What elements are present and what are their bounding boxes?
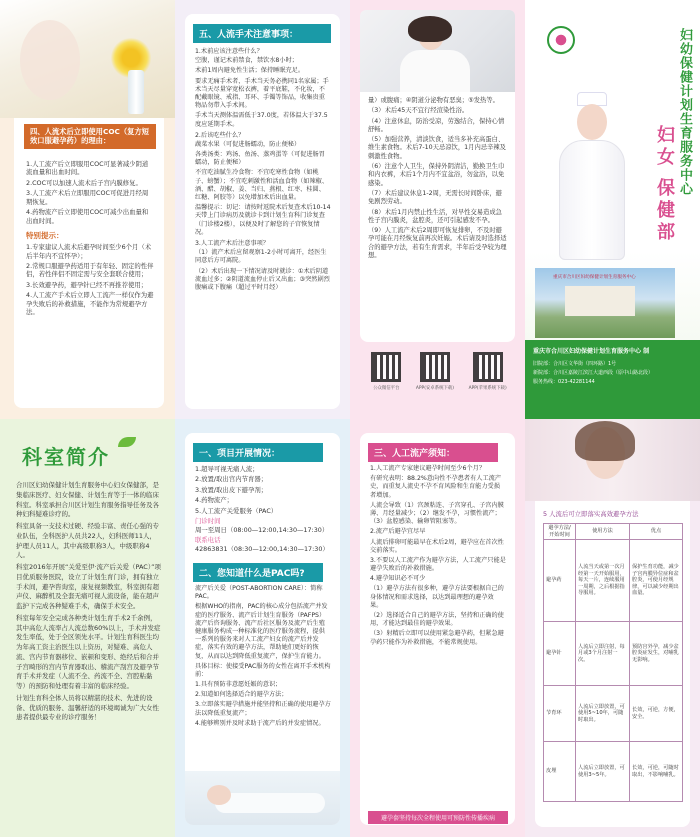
q2-title: 2.后该吃些什么？ <box>195 131 245 139</box>
hours-value: 周一至周日（08:00—12:00,14:30—17:30） <box>195 525 329 534</box>
note-item: （7）术后建议休息1-2周，无需长时间卧床，避免剧烈劳动。 <box>368 189 502 206</box>
dept-name-vertical-2: 保健部 <box>654 178 675 244</box>
q1-title: 1.术前应该注意些什么？ <box>195 48 263 55</box>
table-title: 5 人流后可立即落实高效避孕方法 <box>543 510 639 518</box>
table-cell: 避孕针 <box>544 622 576 686</box>
panel-services-pac <box>175 419 350 837</box>
notice-para: 2.流产后避孕宜尽早 <box>370 528 426 536</box>
tel-value: 42863831（08:30—12:00,14:30—17:30） <box>195 544 329 553</box>
q3-title: 3.人工流产术后注意事项？ <box>195 239 269 247</box>
table-header: 使用方法 <box>576 524 630 540</box>
tip-item: 3.长效避孕药，避孕针已经不再推荐使用； <box>26 280 148 289</box>
qr-code-icon <box>371 352 401 382</box>
table-cell: 保护生育功能，减少子宫内膜异位症和盆腔炎，可使月经规律，可以减少经期出血量。 <box>630 540 683 622</box>
intro-para: 科室具备一支技术过硬、经验丰富、责任心强的专业队伍，全科医护人员共22人，妇科医师11人，护理人员11人，其中高级职称3人，中级职称4人。 <box>16 522 159 560</box>
tip-item: 2.常规口服避孕药适用于有年轻、固定的性伴侣，若性伴侣不固定需与安全套联合使用； <box>26 261 154 279</box>
notice-para: （2）选择适合自己的避孕方法，坚持和正确的使用，才能达到最佳的避孕效果。 <box>370 612 504 628</box>
qr-wechat[interactable] <box>371 352 401 391</box>
notes-body-2 <box>368 97 508 262</box>
table-cell: 长效，可逆，方便，安全。 <box>630 686 683 742</box>
tip-item: 1.专家建议人流术后避孕时间至少6个月（术后半年内不宜怀孕）； <box>26 243 152 260</box>
coc-item: 3.人工流产术后立即服用COC可促进月经周期恢复。 <box>26 189 149 206</box>
panel-surgery-notes <box>175 0 350 419</box>
pac-para: 2.知道如何选择适合的避孕方法； <box>195 691 288 699</box>
pac-title: 二、您知道什么是PAC吗? <box>193 563 323 582</box>
panel-contraception-table <box>525 419 700 837</box>
hours-label: 门诊时间 <box>195 517 221 526</box>
address-old: 旧院部：合川区文华街（四环路）1号 <box>533 361 617 367</box>
notice-para: （3）射精后立即可以使用紧急避孕药，但紧急避孕药只能作为补救措施，不能常规使用。 <box>370 630 504 646</box>
footer-org: 重庆市合川区妇幼保健计划生育服务中心 制 <box>533 348 650 355</box>
note-item: （5）加强营养，清淡饮食，适当多补充高蛋白、维生素食物。术后7-10天忌凉饮，1月内忌辛辣及刺激性食物。 <box>368 136 506 160</box>
table-row <box>544 540 683 622</box>
pac-para: 根据WHO的指南，PAC的核心成分包括流产并发症的医疗服务、流产后计划生育服务（PAFPS）流产后咨询服务、流产后社区服务及流产后生殖健康服务构成一种标准化的医疗服务流程，提供一系列的服务来对人工流产妇女的流产后并发症，落实有效的避孕方法，帮助她们更好的恢复，从而以达到降低重复流产，保护生育能力。 <box>195 603 328 660</box>
service-item: 4.药物流产； <box>195 496 234 505</box>
org-name-vertical: 妇幼保健计划生育服务中心 <box>677 28 692 196</box>
pac-para: 1.具有预防非意愿妊娠的意识； <box>195 681 282 689</box>
table-cell: 人流后立即放置，可使用3~5年。 <box>576 742 630 802</box>
notice-body <box>370 465 506 649</box>
pac-body <box>195 585 331 730</box>
photo-hospital-building <box>535 268 675 338</box>
cont-text: 量）或腹痛；④阴道分泌物有恶臭；⑤发热等。 <box>368 97 499 104</box>
notice-para: （1）避孕方法有很多种，避孕方法要根据自己的身体情况和需求选择，以达到最理想的避孕效果。 <box>370 585 504 609</box>
notes-title: 五、人流手术注意事项： <box>193 24 331 43</box>
services-list <box>195 465 331 555</box>
note-item: （3）术后45天不宜行经渲染性浴。 <box>368 107 469 115</box>
note-item: （8）术后1月内禁止性生活，对早性交易造成急性子宫内膜炎，盆腔炎，还可引起感发不孕。 <box>368 208 502 224</box>
table-row <box>544 622 683 686</box>
hospital-logo-icon <box>547 26 575 54</box>
tel-label: 联系电话 <box>195 536 221 545</box>
table-cell: 人流后立即注射，每月或3个月注射一次。 <box>576 622 630 686</box>
qr-code-icon <box>420 352 450 382</box>
intro-title: 科室简介 <box>22 445 110 469</box>
q3-item: （2）术后出现一下情况请及时就诊：①术后阴道流血过多；②阴道流血停止后又出血；③突然剧烈腹痛或下腹痛（超过平时月经） <box>195 267 330 291</box>
qr-label: APP(苹果系统下载) <box>468 386 507 391</box>
table-cell: 节育环 <box>544 686 576 742</box>
notice-para: 1.人工流产专家建议避孕时间至少6个月？ <box>370 465 486 472</box>
q2-item: 不宜吃油腻生冷食物：不宜吃寒性食物（如桃子、螃蟹）；不宜吃刺激性和活血食物（如辣椒、酒、醋、胡椒、姜、当归、燕根、红枣、桂圆、红糖、阿胶等）以免增加术后出血量。 <box>195 169 329 201</box>
pac-para: 流产后关爱（POST-ABORTION CARE）：简称PAC。 <box>195 585 323 601</box>
qr-code-icon <box>473 352 503 382</box>
contact-bar <box>525 340 700 419</box>
photo-woman-portrait <box>525 419 700 501</box>
q2-item: 温馨提示：切记：请按时返院术后复查术后10-14天带上门诊病历及就诊卡到计划生育科门诊复查（门诊楼2楼），以便及时了解您的子宫恢复情况。 <box>195 204 331 236</box>
table-cell: 长效，可逆，可随时取出，不影响哺乳。 <box>630 742 683 802</box>
hospital-name-caption: 重庆市合川区妇幼保健计划生育服务中心 <box>553 275 636 280</box>
tip-title: 特别提示： <box>26 231 64 241</box>
notice-para: 4.避孕知识必不可少 <box>370 575 426 583</box>
notice-para: 3.不要以人工流产作为避孕方法，人工流产只能是避孕失败后的补救措施。 <box>370 556 506 573</box>
leaf-icon <box>118 437 136 447</box>
pac-para: 具体目标：使接受PAC服务的女性在离开手术机构前： <box>195 662 331 678</box>
photo-flowers <box>0 0 175 118</box>
photo-woman-phone <box>360 10 515 92</box>
table-cell: 避孕药 <box>544 540 576 622</box>
address-new: 新院部：合川区嘉陵江滨江大道西段（原中山路北段） <box>533 370 654 376</box>
note-item: （9）人工流产术后2周即可恢复排卵，不及时避孕可能在月经恢复前再次妊娠。术后请及时选择适合的避孕方法，若有生育需求，半年后受孕较为理想。 <box>368 227 507 260</box>
qr-label: 公众微信平台 <box>373 386 400 391</box>
coc-title: 四、人流术后立即使用COC（复方短效口服避孕药）的理由： <box>24 124 156 149</box>
services-title: 一、项目开展情况： <box>193 443 323 462</box>
qr-label: APP(安卓系统下载) <box>415 386 454 391</box>
contraception-table <box>543 523 683 802</box>
service-item: 3.放置/取出皮下避孕剂； <box>195 485 268 494</box>
notes-body <box>195 48 331 294</box>
notice-para: 人流会导致（1）宫颈粘连、子宫穿孔、子宫内膜薄、月经量减少；（2）继发不孕，习惯性流产；（3）盆腔感染、输卵管阻塞等。 <box>370 501 504 526</box>
table-row <box>544 742 683 802</box>
pac-para: 4.能够辨别并及时求助于流产后的并发症情况。 <box>195 719 325 727</box>
table-cell: 皮埋 <box>544 742 576 802</box>
table-cell: 人流当天或第一次月经第一天开始服用，每天一片，连续服用一周期，之后根据指导服用。 <box>576 540 630 622</box>
intro-para: 计划生育科全体人员将以精湛的技术、先进的设备、优质的服务、温馨舒适的环境竭诚为广大女性患者提供最专业的诊疗服务！ <box>16 693 159 722</box>
notice-title: 三、人工流产须知： <box>368 443 498 462</box>
dept-name-vertical-1: 妇女 <box>654 125 675 169</box>
service-item: 2.放置/取出宫内节育器； <box>195 475 268 484</box>
intro-para: 科室每年安全完成各种类计划生育手术2千余例，其中高危人流率占人流总数60%以上，手术并发症发生率低，处于全区领先水平。计划生育科医生均为年高工资主治医生以上资历，对疑难、高危人流、宫内节育器移位、嵌顿和变形、绝经后和合并子宫畸形的宫内节育器取出、稽流产刮宫及避孕节育手术并发症（人流不全、药流不全、宫腔粘黏等）的预防和处理有着丰富的临床经验。 <box>16 613 161 690</box>
panel-surgery-notes-cont <box>350 0 525 419</box>
service-item: 5.人工流产关爱服务（PAC） <box>195 506 278 515</box>
table-header-row <box>544 524 683 540</box>
q2-item: 蔬菜水果（可促进肠蠕动，防止便秘） <box>195 140 301 148</box>
service-item: 1.超导可视无痛人流； <box>195 465 259 473</box>
q3-item: （1）流产术后应留观察1-2小时可离开，经医生同意后方可离院。 <box>195 249 327 265</box>
qr-ios[interactable] <box>469 352 507 391</box>
panel-cover <box>525 0 700 419</box>
intro-para: 合川区妇幼保健计划生育服务中心妇女保健部，是集临床医疗、妇女保健、计划生育等于一体的临床科室。科室承担合川区计划生育服务指导任务及各种妇科疑难诊疗的。 <box>16 481 159 519</box>
notice-para: 人流后排卵可能最早在术后2周，避孕应在首次性交前落实。 <box>370 538 504 554</box>
qr-android[interactable] <box>416 352 454 391</box>
service-phone: 服务热线：023-42281144 <box>533 379 595 385</box>
coc-item: 2.COC可以加速人流术后子宫内膜修复。 <box>26 178 142 187</box>
intro-para: 科室2016年开展“关爱至伊·流产后关爱（PAC）”项目优质服务医院，设立了计划生育门诊，拥有独立手术间，避孕咨询室，康复视频教室，科室拥有超声仪、麻醉机及全套无痛可视人流设备，能在超声监护下完成各种疑难手术，确保手术安全。 <box>16 563 161 610</box>
q1-item: 空腹，谨记术前禁食，禁饮水8小时； <box>195 57 298 65</box>
q1-item: 手术当天测体温需低于37.0度，若体温大于37.5度应延期手术。 <box>195 112 328 128</box>
table-header: 优点 <box>630 524 683 540</box>
photo-resting-woman <box>185 771 340 825</box>
note-item: （6）注意个人卫生，保持外阴清洁，勤换卫生巾和内衣裤，术后1个月内不宜盆浴，勿盆浴，以免感染。 <box>368 163 505 187</box>
q1-item: 术前1周内避免性生活；保持睡眠充足。 <box>195 67 305 75</box>
notice-para: 有研究表明：88.2%意向性不孕患者有人工流产史，而重复人流史不孕不育风险和生育能力受损者增加。 <box>370 475 502 499</box>
intro-body <box>16 481 162 725</box>
photo-nurse <box>553 86 631 266</box>
coc-list <box>26 160 154 319</box>
note-item: （4）注意休息，防治受凉，劳逸结合，保持心情舒畅。 <box>368 117 505 133</box>
tip-item: 4.人工流产手术后立即人工流产一样仅作为避孕失败后的补救措施，不能作为常规避孕方法。 <box>26 291 154 317</box>
q2-item: 各类汤类：鸡汤、鱼汤、蒸鸡蛋等（可促进肠胃蠕动，防止便秘） <box>195 151 325 167</box>
panel-department-intro <box>0 419 175 837</box>
qr-row <box>364 352 514 391</box>
coc-item: 1.人工流产后立即服用COC可显著减少阴道流血量和出血时间。 <box>26 160 149 177</box>
table-cell: 预防宫外孕，减少盆腔炎症发生，对哺乳无影响。 <box>630 622 683 686</box>
panel-abortion-notice <box>350 419 525 837</box>
pac-para: 3.立即落实避孕措施并能坚持和正确的使用避孕方法以降低重复流产； <box>195 701 331 717</box>
coc-item: 4.药物流产后立即使用COC可减少出血量和出血时间。 <box>26 208 149 225</box>
table-header: 避孕方法/开始时间 <box>544 524 576 540</box>
condom-banner: 避孕套坚持每次全程使用可预防性传播疾病 <box>368 811 508 824</box>
panel-coc-reasons <box>0 0 175 419</box>
table-row <box>544 686 683 742</box>
table-cell: 人流后立即放置，可使用5~10年，可随时取出。 <box>576 686 630 742</box>
q1-item: 要求无痛手术者，手术当天务必携同1名家属；手术当天尽量穿宽松衣裤，着平底鞋，不化妆，不配戴眼镜、戒指、耳环、手镯等饰品，收集贵重物品勿带入手术间。 <box>195 77 329 110</box>
